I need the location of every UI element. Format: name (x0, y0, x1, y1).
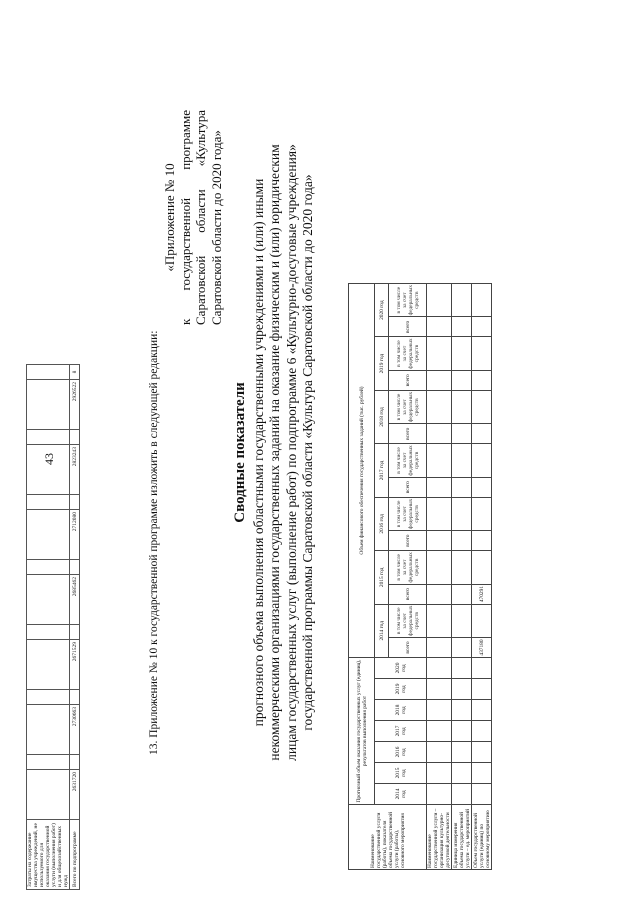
total-2020: 2926522 (70, 380, 80, 430)
indicators-table: Наименование государственной услуги (работы), показателя объема государственной услуги (работы), основного мероприятия Прогнозный объем оказания государственных услуг (единиц), результатов выполнения работ Объем финансового обеспечения государственных заданий (тыс. рублей) 2014 год 2015 год 2016 год 2017 год 2018 год 2019 год 2020 год 2014 год 2015 год 2016 год 2017 год 2018 год 2019 год 2020 год всего в том числе за счет федеральных средств всего в том числе за счет федеральных средств всего в том числе за счет федеральных средств всего в том числе за счет федеральных средств всего в том числе за счет федеральных средств всего в том числе за счет федеральных средств всего в том числе за счет федеральных средств Наименование государственной услуги – организация культурно-досуговой деятельности Единица измерения объема государственной услуги – ед. мероприятий Объем государственной услуги (единиц) по основному мероприятию 437180 470291 (348, 283, 492, 870)
amendment-paragraph: 13. Приложение № 10 к государственной программе изложить в следующей редакции: (148, 330, 160, 755)
heading-line-4: государственной программы Саратовской области «Культура Саратовской области до 2020 года» (300, 174, 315, 731)
heading-line-3: лицам государственных услуг (выполнение работ) по подпрограмме 6 «Культурно-досуговые учреждения» (283, 144, 299, 761)
volume-group-header: Прогнозный объем оказания государственных услуг (единиц), результатов выполнения работ (349, 658, 375, 805)
total-2015: 2730663 (70, 705, 80, 755)
total-2018: 2712080 (70, 510, 80, 560)
document-heading (232, 0, 317, 905)
annex-reference (162, 110, 224, 325)
page-number: 43 (42, 453, 56, 465)
heading-line-2: некоммерческими организациями государственных заданий на оказание физическим и (или) юридическим (267, 144, 282, 761)
row-unit: Единица измерения объема государственной услуги – ед. мероприятий (452, 805, 472, 870)
row-volume: Объем государственной услуги (единиц) по основному мероприятию (472, 805, 492, 870)
finance-2014: 437180 (472, 638, 492, 658)
total-2016: 2671529 (70, 640, 80, 690)
row-service-name: Наименование государственной услуги – организация культурно-досуговой деятельности (427, 805, 452, 870)
heading-line-1: прогнозного объема выполнения областными государственными учреждениями и (или) иными (250, 178, 266, 727)
total-2019: 2823243 (70, 445, 80, 495)
col-name-header: Наименование государственной услуги (работы), показателя объема государственной услуги (работы), основного мероприятия (349, 805, 427, 870)
finance-2015: 470291 (472, 584, 492, 604)
total-2017: 2685462 (70, 575, 80, 625)
annex-subtitle: к государственной программе Саратовской области «Культура Саратовской области до 2020 года» (177, 110, 224, 325)
annex-title: «Приложение № 10 (162, 163, 177, 272)
heading-title: Сводные показатели (232, 382, 248, 523)
total-2014: 2631720 (70, 770, 80, 820)
summary-row-label: Затраты на содержание имущества учреждений, не используемого для оказания государственной услуги (выполнения работ) и для общехозяйственных нужд (27, 820, 70, 890)
finance-group-header: Объем финансового обеспечения государственных заданий (тыс. рублей) (349, 283, 375, 657)
summary-total-label: Всего по подпрограмме (70, 820, 80, 890)
summary-table-fragment: Затраты на содержание имущества учреждений, не используемого для оказания государственной услуги (выполнения работ) и для общехозяйственных нужд Всего по подпрограмме 2631720 2730663 2671529 2685462 2712080 2823243 2926522 8 (26, 364, 80, 890)
